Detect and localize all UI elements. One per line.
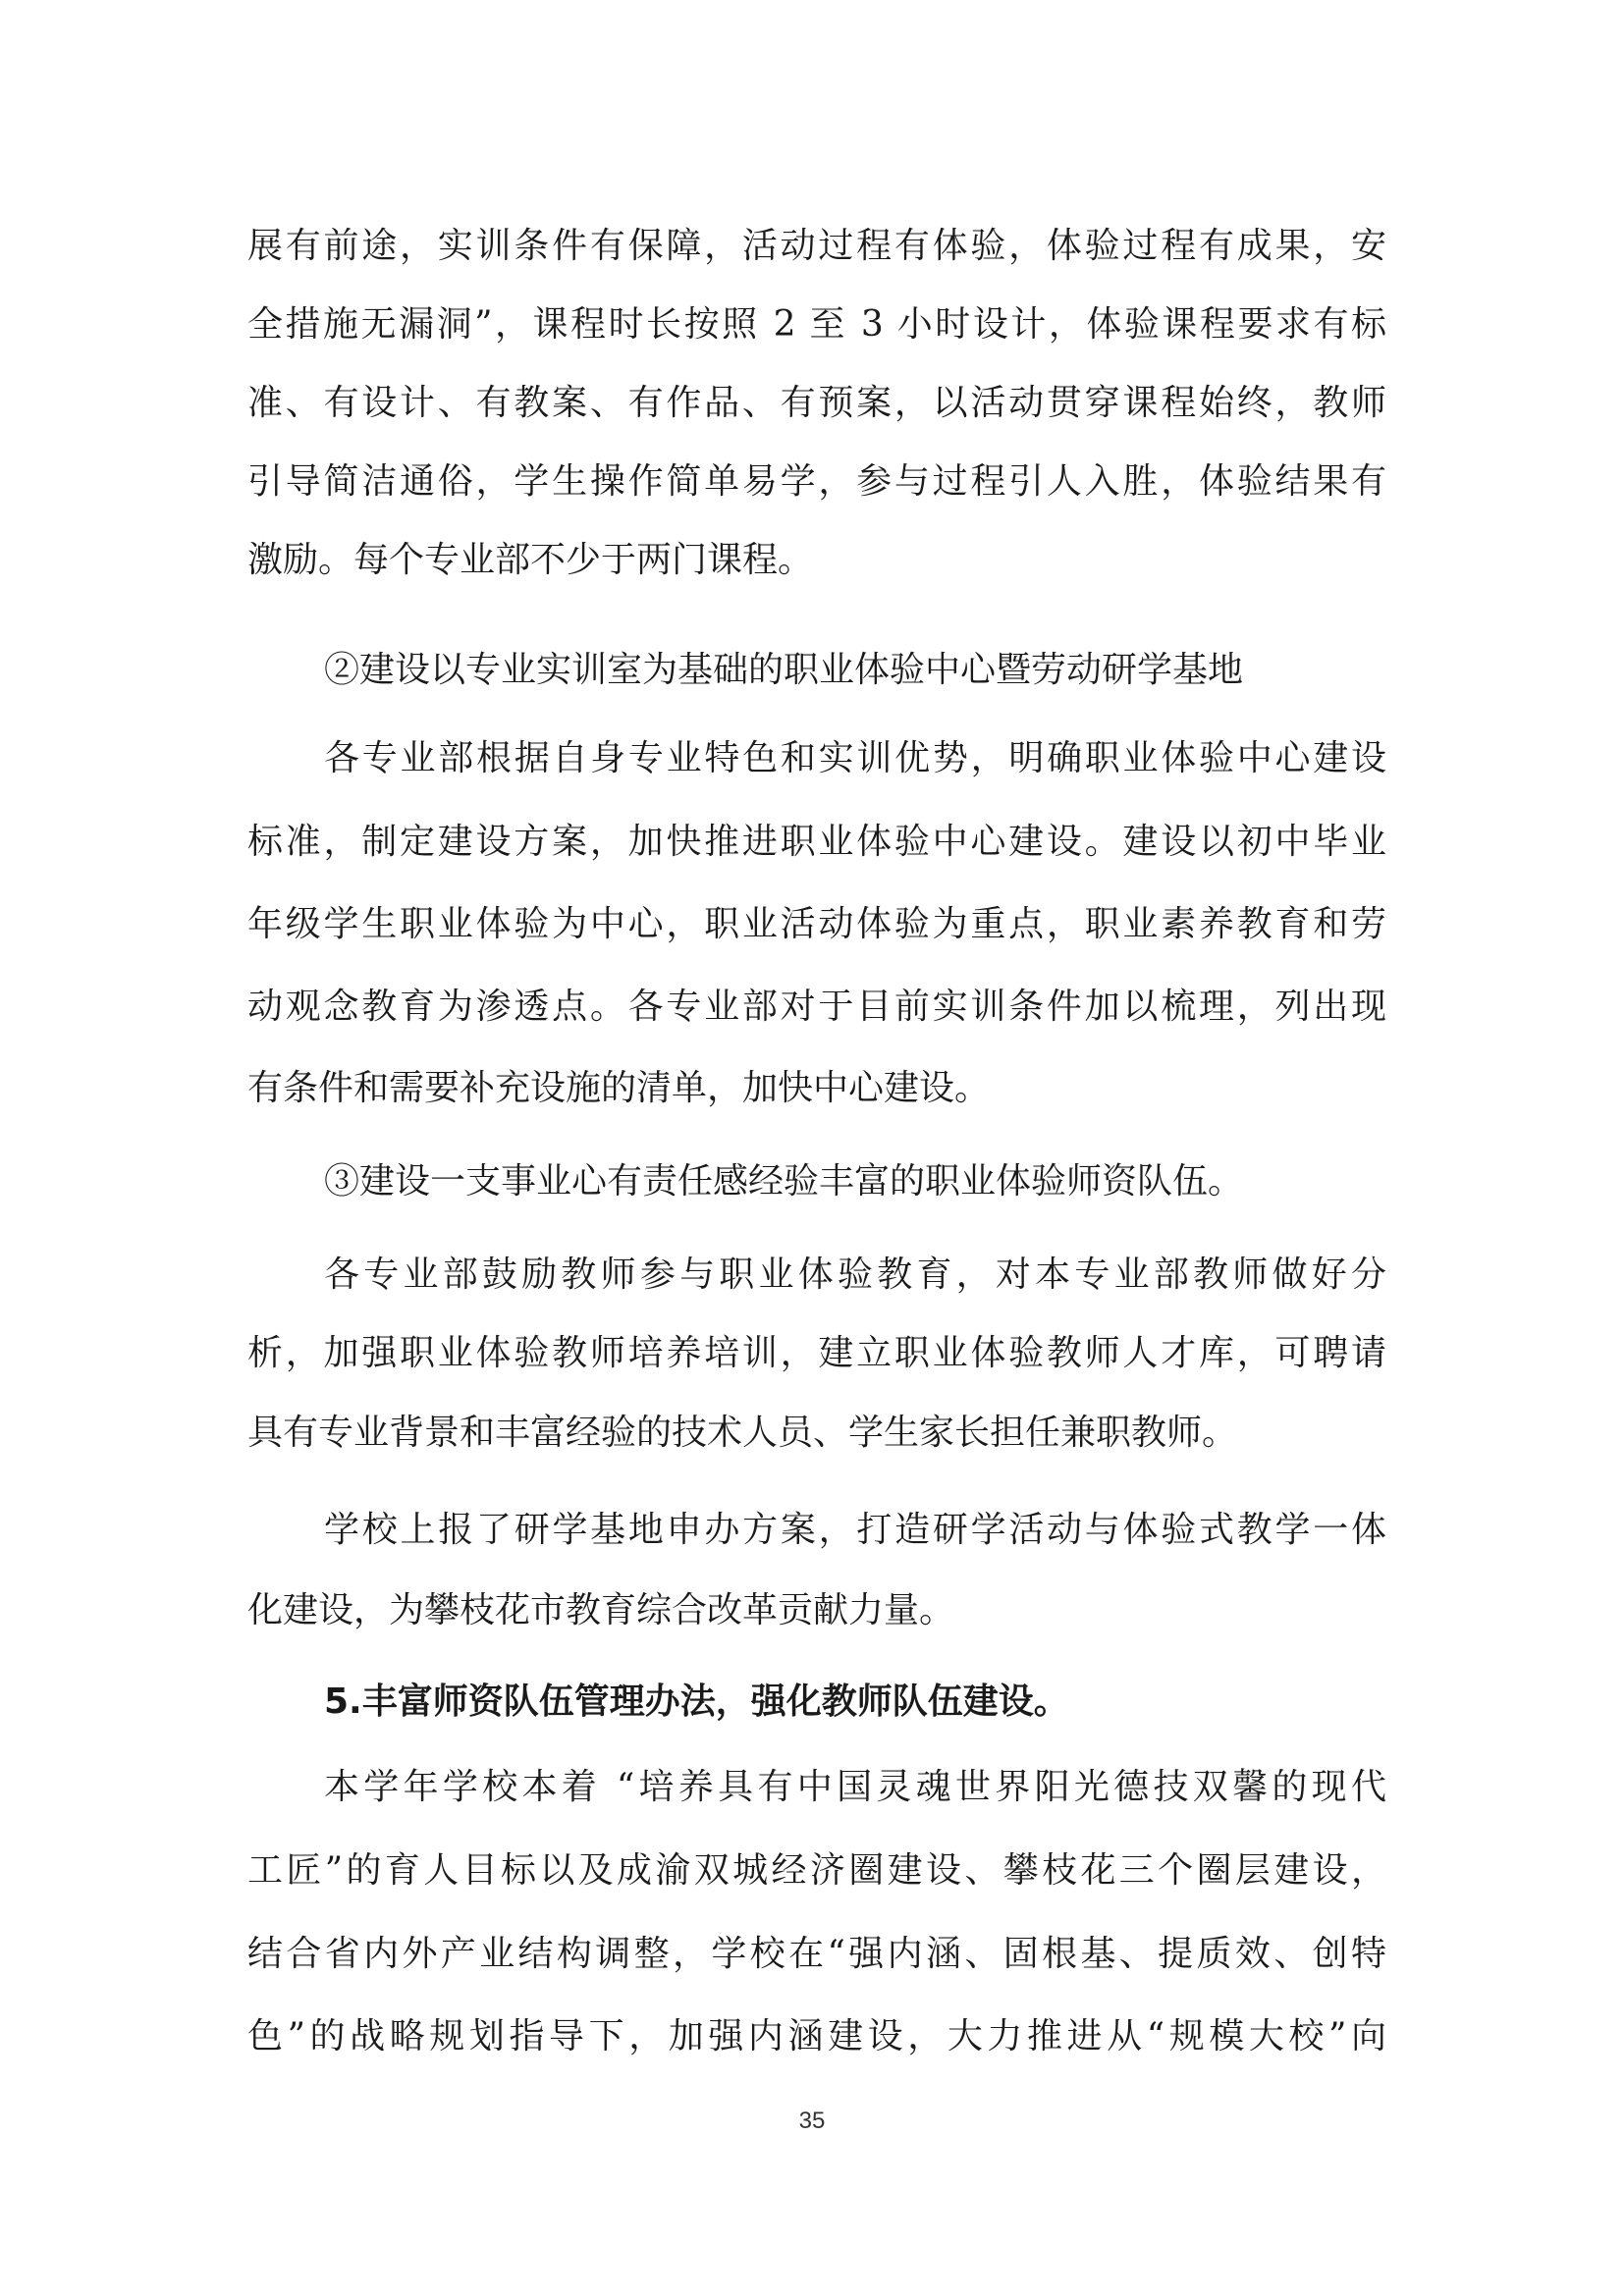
paragraph-line: 工匠”的育人目标以及成渝双城经济圈建设、攀枝花三个圈层建设， — [247, 1850, 1386, 1891]
paragraph-line: 动观念教育为渗透点。各专业部对于目前实训条件加以梳理，列出现 — [247, 987, 1386, 1027]
paragraph-line: 激励。每个专业部不少于两门课程。 — [247, 540, 814, 580]
paragraph-line: 标准，制定建设方案，加快推进职业体验中心建设。建设以初中毕业 — [247, 822, 1386, 862]
paragraph-line: 析，加强职业体验教师培养培训，建立职业体验教师人才库，可聘请 — [247, 1333, 1386, 1373]
paragraph-line: 各专业部根据自身专业特色和实训优势，明确职业体验中心建设 — [324, 738, 1386, 778]
paragraph-line: 全措施无漏洞”，课程时长按照 2 至 3 小时设计，体验课程要求有标 — [247, 304, 1386, 345]
paragraph-line: 有条件和需要补充设施的清单，加快中心建设。 — [247, 1068, 991, 1108]
paragraph-line: 本学年学校本着 “培养具有中国灵魂世界阳光德技双馨的现代 — [324, 1767, 1386, 1807]
paragraph-line: 色”的战略规划指导下，加强内涵建设，大力推进从“规模大校”向 — [247, 2016, 1386, 2056]
paragraph-line: 结合省内外产业结构调整，学校在“强内涵、固根基、提质效、创特 — [247, 1934, 1386, 1974]
paragraph-line: 学校上报了研学基地申办方案，打造研学活动与体验式教学一体 — [324, 1510, 1386, 1550]
section-heading: 5.丰富师资队伍管理办法，强化教师队伍建设。 — [324, 1682, 1069, 1722]
subheading-line: ②建设以专业实训室为基础的职业体验中心暨劳动研学基地 — [324, 650, 1244, 690]
paragraph-line: 准、有设计、有教案、有作品、有预案，以活动贯穿课程始终，教师 — [247, 383, 1386, 423]
subheading-line: ③建设一支事业心有责任感经验丰富的职业体验师资队伍。 — [324, 1161, 1244, 1201]
page-number: 35 — [798, 2108, 826, 2134]
paragraph-line: 具有专业背景和丰富经验的技术人员、学生家长担任兼职教师。 — [247, 1413, 1238, 1453]
paragraph-line: 年级学生职业体验为中心，职业活动体验为重点，职业素养教育和劳 — [247, 904, 1386, 944]
paragraph-line: 引导简洁通俗，学生操作简单易学，参与过程引人入胜，体验结果有 — [247, 461, 1386, 502]
paragraph-line: 各专业部鼓励教师参与职业体验教育，对本专业部教师做好分 — [324, 1255, 1386, 1295]
paragraph-line: 化建设，为攀枝花市教育综合改革贡献力量。 — [247, 1590, 955, 1630]
paragraph-line: 展有前途，实训条件有保障，活动过程有体验，体验过程有成果，安 — [247, 226, 1386, 266]
